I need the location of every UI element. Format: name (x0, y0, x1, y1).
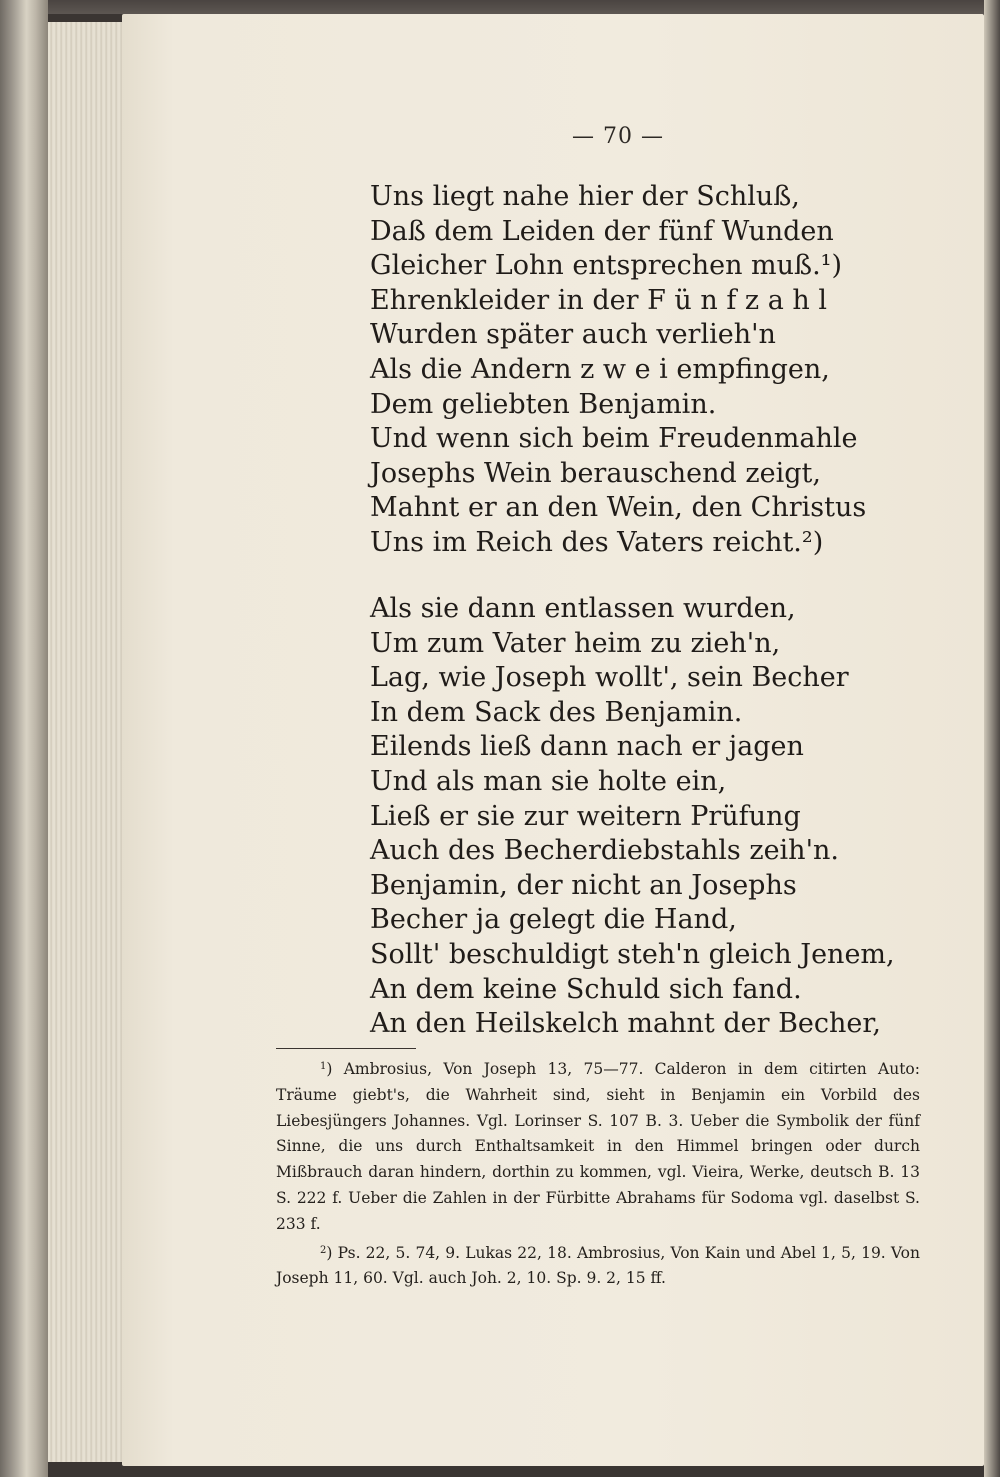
verse-line: In dem Sack des Benjamin. (370, 696, 743, 728)
verse-line: An dem keine Schuld sich fand. (370, 973, 802, 1005)
poem-stanza-2 (370, 592, 895, 1042)
verse-line: Lag, wie Joseph wollt', sein Becher (370, 662, 849, 694)
verse-line: Auch des Becherdiebstahls zeih'n. (370, 835, 839, 867)
page-edges (48, 22, 128, 1462)
verse-line: Wurden später auch verlieh'n (370, 319, 776, 351)
footnotes (276, 1054, 920, 1292)
page-number: — 70 — (572, 124, 664, 149)
footnote-text: ) Ps. 22, 5. 74, 9. Lukas 22, 18. Ambrosius, Von Kain und Abel 1, 5, 19. Von Joseph 11, 60. Vgl. auch Joh. 2, 10. Sp. 9. 2, 15 ff. (276, 1243, 920, 1288)
footnote-marker: 2 (320, 1244, 327, 1256)
verse-line: Eilends ließ dann nach er jagen (370, 731, 804, 763)
book-binding (0, 0, 48, 1477)
verse-line: Josephs Wein berauschend zeigt, (370, 457, 821, 489)
verse-line: Uns liegt nahe hier der Schluß, (370, 181, 800, 212)
verse-line: Becher ja gelegt die Hand, (370, 904, 737, 936)
footnote-2 (276, 1238, 920, 1293)
book-top-edge (0, 0, 1000, 14)
verse-line: Und als man sie holte ein, (370, 765, 727, 797)
footnote-marker: 1 (320, 1061, 327, 1072)
verse-line: Gleicher Lohn entsprechen muß.¹) (370, 250, 843, 282)
footnote-text: ) Ambrosius, Von Joseph 13, 75—77. Calderon in dem citirten Auto: Träume giebt's, die Wahrheit sind, sieht in Benjamin ein Vorbild des Liebesjüngers Johannes. Vgl. Lorinser S. 107 B. 3. Ueber die Symbolik der fünf Sinne, die uns durch Enthaltsamkeit in den Himmel bringen oder durch Mißbrauch daran hindern, dorthin zu kommen, vgl. Vieira, Werke, deutsch B. 13 S. 222 f. Ueber die Zahlen in der Fürbitte Abrahams für Sodoma vgl. daselbst S. 233 f. (276, 1060, 920, 1233)
verse-line: Ließ er sie zur weitern Prüfung (370, 800, 801, 832)
verse-line: Daß dem Leiden der fünf Wunden (370, 215, 834, 247)
verse-line: Sollt' beschuldigt steh'n gleich Jenem, (370, 938, 895, 970)
verse-line: Um zum Vater heim zu zieh'n, (370, 627, 781, 659)
verse-line: Uns im Reich des Vaters reicht.²) (370, 526, 824, 558)
verse-line: Mahnt er an den Wein, den Christus (370, 492, 867, 524)
footnote-divider (276, 1048, 416, 1049)
verse-line: Als sie dann entlassen wurden, (370, 593, 796, 624)
verse-line: Und wenn sich beim Freudenmahle (370, 423, 858, 455)
book-right-edge (984, 0, 1000, 1477)
verse-line: Dem geliebten Benjamin. (370, 388, 717, 420)
verse-line: Benjamin, der nicht an Josephs (370, 869, 797, 901)
footnote-1 (276, 1054, 920, 1238)
poem-stanza-1 (370, 180, 866, 561)
verse-line: An den Heilskelch mahnt der Becher, (370, 1008, 881, 1040)
verse-line: Ehrenkleider in der F ü n f z a h l (370, 284, 828, 316)
verse-line: Als die Andern z w e i empfingen, (370, 353, 830, 385)
